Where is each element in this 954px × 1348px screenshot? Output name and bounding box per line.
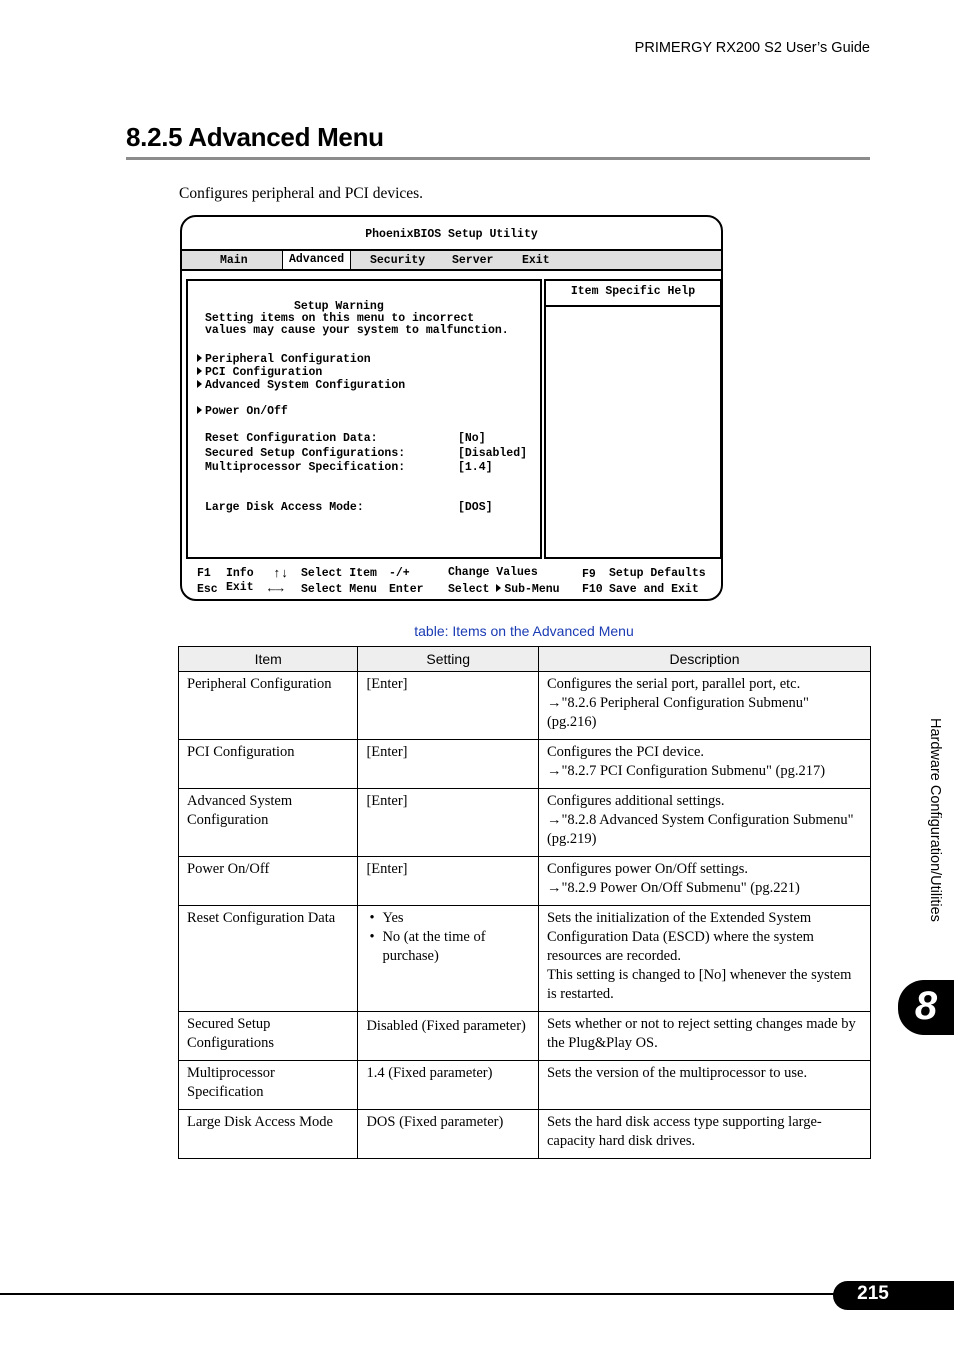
setting-label: Multiprocessor Specification:	[205, 461, 406, 474]
bios-menubar	[182, 249, 721, 271]
cell-setting: Disabled (Fixed parameter)	[358, 1012, 539, 1061]
col-header-setting: Setting	[358, 647, 539, 672]
cell-setting: 1.4 (Fixed parameter)	[358, 1061, 539, 1110]
cell-description: Sets the initialization of the Extended System Configuration Data (ESCD) where the system resources are recorded. This setting is changed to [No] whenever the system is restarted.	[538, 906, 870, 1012]
table-row	[179, 740, 871, 789]
cell-description: Sets the hard disk access type supporting large-capacity hard disk drives.	[538, 1110, 870, 1159]
key-select-label: Select Sub-Menu	[448, 583, 560, 596]
key-save-exit-label: Save and Exit	[609, 583, 699, 596]
table-row	[179, 1110, 871, 1159]
submenu-peripheral-configuration[interactable]: Peripheral Configuration	[197, 353, 371, 366]
table-header-row	[179, 647, 871, 672]
page-number: 215	[857, 1283, 889, 1304]
setup-warning-title: Setup Warning	[294, 300, 384, 313]
key-info-label: Info	[226, 567, 254, 580]
key-enter: Enter	[389, 583, 424, 596]
bios-title: PhoenixBIOS Setup Utility	[365, 228, 538, 241]
bios-menu-server[interactable]: Server	[452, 254, 494, 267]
submenu-arrow-icon	[197, 406, 202, 414]
submenu-power-on-off[interactable]: Power On/Off	[197, 405, 288, 418]
cell-description: Configures additional settings. → "8.2.8 Advanced System Configuration Submenu" (pg.219)	[538, 789, 870, 857]
cell-item: Multiprocessor Specification	[179, 1061, 358, 1110]
setting-label: Reset Configuration Data:	[205, 432, 378, 445]
key-exit-label: Exit	[226, 581, 254, 594]
cell-description: Configures power On/Off settings. → "8.2.9 Power On/Off Submenu" (pg.221)	[538, 857, 870, 906]
key-f10: F10	[582, 583, 603, 596]
table-row	[179, 672, 871, 740]
cell-description: Configures the serial port, parallel port, etc. → "8.2.6 Peripheral Configuration Submenu" (pg.216)	[538, 672, 870, 740]
cell-setting: [Enter]	[358, 672, 539, 740]
setting-value[interactable]: [DOS]	[458, 501, 493, 514]
intro-text: Configures peripheral and PCI devices.	[179, 185, 424, 202]
cell-item: Secured Setup Configurations	[179, 1012, 358, 1061]
key-select-menu-label: Select Menu	[301, 583, 377, 596]
cell-description: Sets the version of the multiprocessor to use.	[538, 1061, 870, 1110]
cell-description: Sets whether or not to reject setting changes made by the Plug&Play OS.	[538, 1012, 870, 1061]
cell-setting: DOS (Fixed parameter)	[358, 1110, 539, 1159]
title-rule	[126, 157, 870, 160]
list-item: • Yes	[382, 909, 530, 928]
key-select-item-label: Select Item	[301, 567, 377, 580]
cell-setting: [Enter]	[358, 740, 539, 789]
cell-setting	[358, 906, 539, 1012]
footer-rule	[0, 1293, 860, 1295]
setting-value[interactable]: [No]	[458, 432, 486, 445]
table-row	[179, 906, 871, 1012]
cross-reference-link[interactable]: → "8.2.8 Advanced System Configuration Submenu" (pg.219)	[547, 811, 862, 849]
table-row	[179, 857, 871, 906]
cross-reference-link[interactable]: → "8.2.9 Power On/Off Submenu" (pg.221)	[547, 879, 862, 898]
bios-menu-main[interactable]: Main	[220, 254, 248, 267]
key-f1: F1	[197, 567, 211, 580]
table-row	[179, 1061, 871, 1110]
table-row	[179, 789, 871, 857]
cell-item: Reset Configuration Data	[179, 906, 358, 1012]
left-right-arrow-icon: ←→	[268, 581, 284, 596]
bios-menu-advanced[interactable]: Advanced	[282, 251, 351, 269]
cell-item: Peripheral Configuration	[179, 672, 358, 740]
setting-value[interactable]: [Disabled]	[458, 447, 528, 460]
cell-setting: [Enter]	[358, 857, 539, 906]
section-title: 8.2.5 Advanced Menu	[126, 122, 384, 152]
cross-reference-link[interactable]: → "8.2.7 PCI Configuration Submenu" (pg.217)	[547, 762, 862, 781]
chapter-number: 8	[914, 984, 938, 1028]
items-table	[178, 646, 871, 1159]
bios-menu-exit[interactable]: Exit	[522, 254, 550, 267]
key-change-values-label: Change Values	[448, 566, 538, 579]
setup-warning-line: Setting items on this menu to incorrect	[205, 312, 475, 325]
submenu-arrow-icon	[197, 354, 202, 362]
help-title: Item Specific Help	[546, 281, 720, 307]
submenu-arrow-icon	[197, 367, 202, 375]
cross-reference-link[interactable]: → "8.2.6 Peripheral Configuration Submenu" (pg.216)	[547, 694, 862, 732]
chapter-tab	[898, 980, 954, 1035]
setup-warning-line: values may cause your system to malfunction.	[205, 324, 509, 337]
table-row	[179, 1012, 871, 1061]
key-esc: Esc	[197, 583, 218, 596]
setting-label: Large Disk Access Mode:	[205, 501, 364, 514]
key-setup-defaults-label: Setup Defaults	[609, 567, 706, 580]
key-minus-plus: -/+	[389, 567, 410, 580]
submenu-arrow-icon	[496, 584, 501, 592]
col-header-description: Description	[538, 647, 870, 672]
submenu-arrow-icon	[197, 380, 202, 388]
cell-item: PCI Configuration	[179, 740, 358, 789]
bios-main-panel	[186, 279, 542, 559]
page-number-tab	[833, 1281, 954, 1310]
bios-screen	[180, 215, 723, 601]
running-header: PRIMERGY RX200 S2 User’s Guide	[634, 40, 870, 56]
bios-help-panel	[544, 279, 722, 559]
setting-value[interactable]: [1.4]	[458, 461, 493, 474]
setting-options-list	[366, 909, 530, 966]
chapter-side-label: Hardware Configuration/Utilities	[927, 718, 943, 922]
list-item: • No (at the time of purchase)	[382, 928, 530, 966]
up-down-arrow-icon: ↑↓	[273, 566, 289, 581]
cell-item: Advanced System Configuration	[179, 789, 358, 857]
submenu-pci-configuration[interactable]: PCI Configuration	[197, 366, 322, 379]
setting-label: Secured Setup Configurations:	[205, 447, 406, 460]
cell-item: Large Disk Access Mode	[179, 1110, 358, 1159]
cell-item: Power On/Off	[179, 857, 358, 906]
submenu-advanced-system-configuration[interactable]: Advanced System Configuration	[197, 379, 405, 392]
key-f9: F9	[582, 568, 596, 581]
cell-description: Configures the PCI device. → "8.2.7 PCI Configuration Submenu" (pg.217)	[538, 740, 870, 789]
bios-menu-security[interactable]: Security	[370, 254, 426, 267]
table-caption: table: Items on the Advanced Menu	[414, 623, 634, 639]
cell-setting: [Enter]	[358, 789, 539, 857]
col-header-item: Item	[179, 647, 358, 672]
